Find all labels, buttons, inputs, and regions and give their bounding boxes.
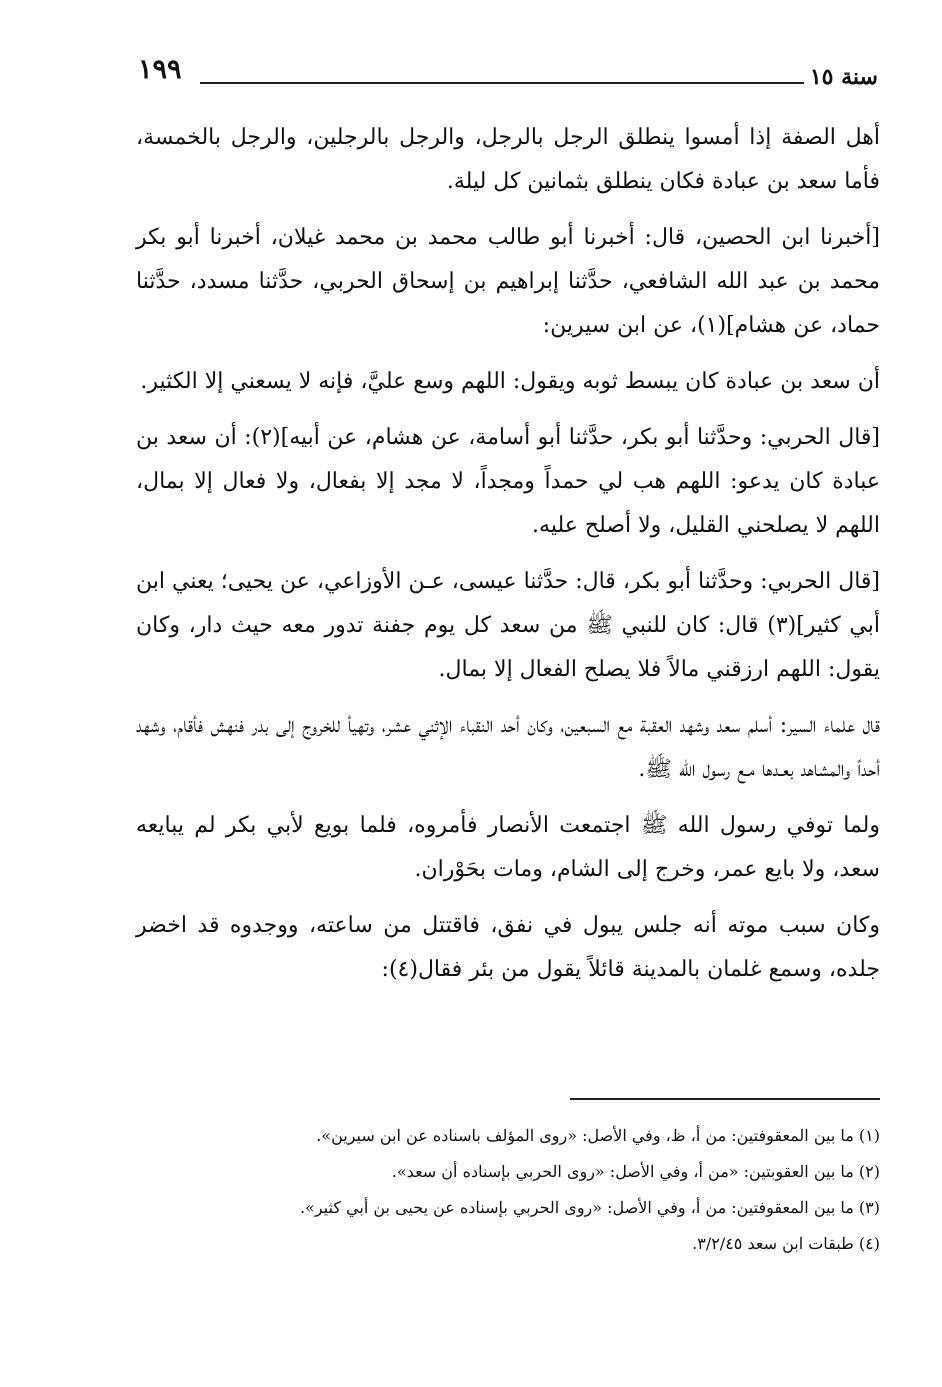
footnote: (٣) ما بين المعقوفتين: من أ، وفي الأصل: «روى الحربي بإسناده عن يحيى بن أبي كثير». — [299, 1198, 880, 1217]
page-number: ١٩٩ — [138, 54, 182, 85]
paragraph: [قال الحربي: وحدَّثنا أبو بكر، حدَّثنا أبو أسامة، عن هشام، عن أبيه](٢): أن سعد بن عبادة كان يدعو: اللهم هب لي حمداً ومجداً، لا مجد إلا بفعال، ولا فعال إلا بمال، اللهم لا يصلحني القليل، ولا أصلح عليه. — [136, 425, 880, 538]
footnotes — [136, 1118, 880, 1262]
running-head: سنة ١٥ — [809, 64, 878, 90]
paragraph: وكان سبب موته أنه جلس يبول في نفق، فاقتتل من ساعته، ووجدوه قد اخضر جلده، وسمع غلمان بالمدينة قائلاً يقول من بئر فقال(٤): — [136, 913, 880, 982]
footnote: (٢) ما بين العقوبتين: «من أ، وفي الأصل: «روى الحربي بإسناده أن سعد». — [391, 1162, 880, 1181]
footnote-divider — [570, 1098, 880, 1100]
paragraph: ولما توفي رسول الله ﷺ اجتمعت الأنصار فأمروه، فلما بويع لأبي بكر لم يبايعه سعد، ولا بايع عمر، وخرج إلى الشام، ومات بحَوْران. — [136, 813, 880, 882]
paragraph: أن سعد بن عبادة كان يبسط ثوبه ويقول: اللهم وسع عليَّ، فإنه لا يسعني إلا الكثير. — [140, 369, 880, 394]
paragraph: أهل الصفة إذا أمسوا ينطلق الرجل بالرجل، والرجل بالرجلين، والرجل بالخمسة، فأما سعد بن عبادة فكان ينطلق بثمانين كل ليلة. — [136, 125, 880, 194]
paragraph: قال علماء السير: أسلم سعد وشهد العقبة مع السبعين، وكان أحد النقباء الإثني عشر، وتهيأ للخروج إلى بدر فنهش فأقام، وشهد أحداً والمشاهد بعـدها مـع رسول الله ﷺ. — [136, 713, 880, 782]
footnote: (٤) طبقات ابن سعد ٣/٢/٤٥. — [692, 1234, 880, 1253]
paragraph: [قال الحربي: وحدَّثنا أبو بكر، قال: حدَّثنا عيسى، عـن الأوزاعي، عن يحيى؛ يعني ابن أبي كثير](٣) قال: كان للنبي ﷺ من سعد كل يوم جفنة تدور معه حيث دار، وكان يقول: اللهم ارزقني مالاً فلا يصلح الفعال إلا بمال. — [136, 569, 880, 682]
paragraph: [أخبرنا ابن الحصين، قال: أخبرنا أبو طالب محمد بن محمد غيلان، أخبرنا أبو بكر محمد بن عبد الله الشافعي، حدَّثنا إبراهيم بن إسحاق الحربي، حدَّثنا مسدد، حدَّثنا حماد، عن هشام](١)، عن ابن سيرين: — [136, 225, 880, 338]
page-header — [138, 52, 878, 100]
footnote: (١) ما بين المعقوفتين: من أ، ظ، وفي الأصل: «روى المؤلف باسناده عن ابن سيرين». — [316, 1126, 880, 1145]
main-text — [136, 116, 880, 1004]
header-rule — [200, 82, 804, 84]
